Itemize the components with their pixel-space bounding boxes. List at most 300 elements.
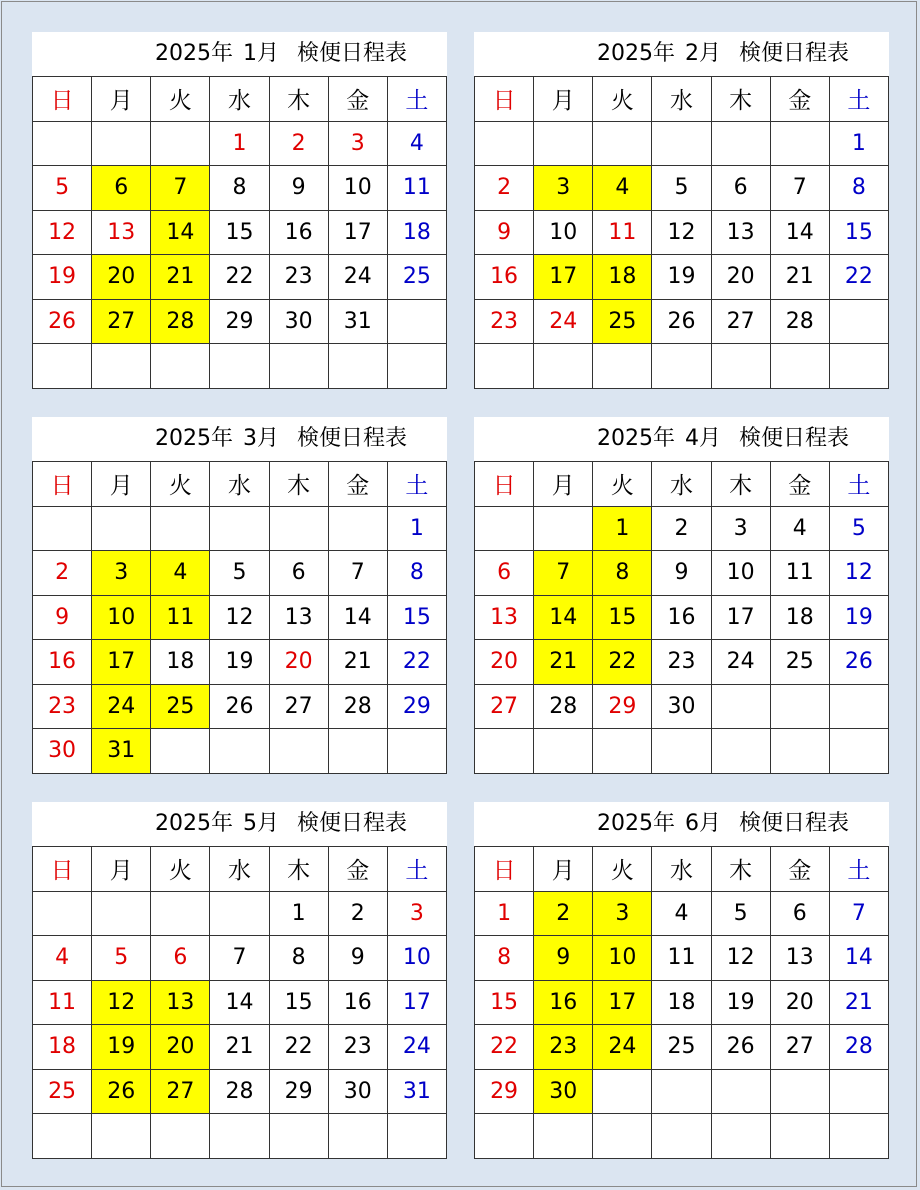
weekday-header: 火 (151, 847, 210, 892)
day-cell: 16 (328, 980, 387, 1025)
title-month: 2月 (684, 41, 721, 66)
weekday-header: 月 (534, 462, 593, 507)
calendar-april (474, 417, 889, 774)
day-cell: 9 (652, 551, 711, 596)
day-cell: 21 (210, 1025, 269, 1070)
day-cell: 4 (770, 506, 829, 551)
day-cell (770, 121, 829, 166)
day-cell: 17 (593, 980, 652, 1025)
weekday-header: 月 (534, 847, 593, 892)
day-cell: 9 (475, 210, 534, 255)
title-year: 2025年 (154, 426, 233, 451)
day-cell: 9 (33, 595, 92, 640)
day-cell: 30 (652, 684, 711, 729)
day-cell: 6 (475, 551, 534, 596)
day-cell (269, 729, 328, 774)
day-cell: 18 (593, 255, 652, 300)
day-cell: 21 (328, 640, 387, 685)
day-cell: 3 (387, 891, 446, 936)
weekday-header: 日 (475, 77, 534, 122)
day-cell: 28 (534, 684, 593, 729)
day-cell: 12 (829, 551, 888, 596)
day-cell: 18 (33, 1025, 92, 1070)
day-cell: 13 (92, 210, 151, 255)
week-row (475, 299, 889, 344)
day-cell: 24 (534, 299, 593, 344)
day-cell: 7 (210, 936, 269, 981)
day-cell: 23 (475, 299, 534, 344)
day-cell: 22 (387, 640, 446, 685)
day-cell: 24 (328, 255, 387, 300)
day-cell (92, 121, 151, 166)
day-cell: 20 (269, 640, 328, 685)
day-cell: 23 (33, 684, 92, 729)
day-cell: 8 (387, 551, 446, 596)
week-row (475, 729, 889, 774)
day-cell (593, 1069, 652, 1114)
week-row (33, 166, 447, 211)
title-month: 6月 (684, 811, 721, 836)
day-cell: 19 (711, 980, 770, 1025)
calendar-title (474, 417, 889, 461)
week-row (33, 1025, 447, 1070)
day-cell: 30 (269, 299, 328, 344)
day-cell: 9 (534, 936, 593, 981)
day-cell: 14 (151, 210, 210, 255)
day-cell: 28 (829, 1025, 888, 1070)
weekday-header: 水 (652, 847, 711, 892)
day-cell (151, 506, 210, 551)
title-year: 2025年 (154, 41, 233, 66)
title-month: 5月 (242, 811, 279, 836)
calendar-june (474, 802, 889, 1159)
day-cell (829, 1069, 888, 1114)
day-cell: 2 (328, 891, 387, 936)
day-cell: 11 (652, 936, 711, 981)
day-cell: 12 (711, 936, 770, 981)
day-cell (475, 506, 534, 551)
day-cell (210, 344, 269, 389)
title-label: 検便日程表 (738, 426, 849, 451)
day-cell (770, 1114, 829, 1159)
day-cell: 24 (387, 1025, 446, 1070)
week-row (475, 891, 889, 936)
day-cell: 1 (269, 891, 328, 936)
day-cell: 10 (711, 551, 770, 596)
weekday-header: 水 (210, 462, 269, 507)
day-cell: 29 (593, 684, 652, 729)
day-cell (387, 344, 446, 389)
day-cell (829, 344, 888, 389)
day-cell: 10 (534, 210, 593, 255)
weekday-header: 金 (328, 847, 387, 892)
day-cell (829, 729, 888, 774)
day-cell: 24 (92, 684, 151, 729)
day-cell: 17 (387, 980, 446, 1025)
day-cell (151, 729, 210, 774)
day-cell: 6 (711, 166, 770, 211)
day-cell (475, 1114, 534, 1159)
calendar-grid (474, 846, 889, 1159)
title-year: 2025年 (596, 41, 675, 66)
week-row (33, 299, 447, 344)
week-row (475, 1114, 889, 1159)
day-cell (33, 121, 92, 166)
day-cell: 17 (92, 640, 151, 685)
weekday-header: 日 (475, 847, 534, 892)
day-cell: 8 (829, 166, 888, 211)
day-cell: 23 (534, 1025, 593, 1070)
day-cell: 7 (151, 166, 210, 211)
week-row (33, 729, 447, 774)
day-cell: 26 (210, 684, 269, 729)
day-cell (711, 121, 770, 166)
day-cell: 4 (151, 551, 210, 596)
calendar-grid (474, 461, 889, 774)
day-cell (593, 344, 652, 389)
weekday-header: 火 (593, 847, 652, 892)
week-row (33, 210, 447, 255)
day-cell: 12 (33, 210, 92, 255)
day-cell (151, 121, 210, 166)
day-cell: 22 (269, 1025, 328, 1070)
day-cell (151, 344, 210, 389)
day-cell: 27 (92, 299, 151, 344)
weekday-header: 水 (652, 77, 711, 122)
day-cell: 14 (829, 936, 888, 981)
day-cell (387, 729, 446, 774)
day-cell: 14 (770, 210, 829, 255)
day-cell: 18 (652, 980, 711, 1025)
title-label: 検便日程表 (296, 811, 407, 836)
week-row (33, 640, 447, 685)
day-cell: 5 (92, 936, 151, 981)
day-cell: 29 (210, 299, 269, 344)
weekday-header: 土 (387, 77, 446, 122)
day-cell (92, 891, 151, 936)
week-row (33, 121, 447, 166)
calendar-title (474, 32, 889, 76)
week-row (475, 506, 889, 551)
day-cell: 26 (829, 640, 888, 685)
day-cell (328, 506, 387, 551)
day-cell (328, 1114, 387, 1159)
day-cell: 20 (151, 1025, 210, 1070)
day-cell: 29 (387, 684, 446, 729)
week-row (475, 210, 889, 255)
day-cell: 24 (711, 640, 770, 685)
day-cell: 1 (387, 506, 446, 551)
day-cell: 5 (829, 506, 888, 551)
week-row (33, 344, 447, 389)
day-cell: 27 (151, 1069, 210, 1114)
title-month: 1月 (242, 41, 279, 66)
day-cell: 28 (151, 299, 210, 344)
day-cell: 11 (770, 551, 829, 596)
weekday-header: 木 (269, 847, 328, 892)
day-cell: 1 (829, 121, 888, 166)
day-cell (328, 729, 387, 774)
day-cell: 26 (92, 1069, 151, 1114)
week-row (475, 980, 889, 1025)
weekday-header: 土 (387, 462, 446, 507)
weekday-header: 木 (711, 462, 770, 507)
day-cell: 23 (269, 255, 328, 300)
day-cell: 18 (151, 640, 210, 685)
day-cell: 3 (328, 121, 387, 166)
week-row (475, 255, 889, 300)
title-year: 2025年 (596, 811, 675, 836)
week-row (475, 1069, 889, 1114)
day-cell: 16 (652, 595, 711, 640)
day-cell: 5 (711, 891, 770, 936)
day-cell: 19 (652, 255, 711, 300)
title-year: 2025年 (154, 811, 233, 836)
day-cell: 6 (92, 166, 151, 211)
day-cell: 8 (593, 551, 652, 596)
day-cell: 11 (33, 980, 92, 1025)
day-cell: 13 (770, 936, 829, 981)
day-cell: 31 (328, 299, 387, 344)
day-cell: 11 (593, 210, 652, 255)
day-cell (210, 1114, 269, 1159)
weekday-header: 水 (652, 462, 711, 507)
week-row (475, 551, 889, 596)
day-cell: 30 (328, 1069, 387, 1114)
week-row (475, 1025, 889, 1070)
day-cell (33, 1114, 92, 1159)
day-cell (210, 891, 269, 936)
weekday-header: 土 (829, 462, 888, 507)
day-cell: 8 (210, 166, 269, 211)
day-cell (652, 121, 711, 166)
day-cell: 21 (770, 255, 829, 300)
day-cell: 31 (92, 729, 151, 774)
day-cell (92, 1114, 151, 1159)
day-cell: 10 (92, 595, 151, 640)
weekday-header: 金 (770, 462, 829, 507)
day-cell (534, 506, 593, 551)
calendar-february (474, 32, 889, 389)
day-cell: 15 (829, 210, 888, 255)
day-cell: 12 (652, 210, 711, 255)
day-cell: 5 (33, 166, 92, 211)
day-cell: 8 (475, 936, 534, 981)
weekday-header: 水 (210, 847, 269, 892)
weekday-header: 金 (770, 847, 829, 892)
day-cell: 4 (652, 891, 711, 936)
day-cell (92, 506, 151, 551)
weekday-header: 金 (328, 77, 387, 122)
title-year: 2025年 (596, 426, 675, 451)
day-cell: 16 (269, 210, 328, 255)
day-cell: 22 (210, 255, 269, 300)
week-row (475, 595, 889, 640)
day-cell: 16 (534, 980, 593, 1025)
title-label: 検便日程表 (738, 41, 849, 66)
day-cell: 12 (210, 595, 269, 640)
day-cell (387, 1114, 446, 1159)
day-cell: 6 (151, 936, 210, 981)
title-month: 4月 (684, 426, 721, 451)
day-cell (33, 506, 92, 551)
weekday-header: 日 (33, 77, 92, 122)
day-cell: 27 (770, 1025, 829, 1070)
day-cell: 18 (770, 595, 829, 640)
weekday-header: 火 (151, 462, 210, 507)
day-cell: 6 (269, 551, 328, 596)
day-cell: 4 (593, 166, 652, 211)
day-cell: 2 (33, 551, 92, 596)
day-cell: 24 (593, 1025, 652, 1070)
day-cell: 17 (328, 210, 387, 255)
day-cell (534, 121, 593, 166)
day-cell: 21 (829, 980, 888, 1025)
day-cell (593, 729, 652, 774)
day-cell: 1 (475, 891, 534, 936)
calendar-title (474, 802, 889, 846)
day-cell: 15 (475, 980, 534, 1025)
day-cell (387, 299, 446, 344)
week-row (475, 640, 889, 685)
calendar-may (32, 802, 447, 1159)
day-cell (328, 344, 387, 389)
day-cell: 22 (593, 640, 652, 685)
day-cell: 8 (269, 936, 328, 981)
calendar-grid (32, 461, 447, 774)
day-cell: 15 (593, 595, 652, 640)
title-label: 検便日程表 (296, 426, 407, 451)
weekday-header: 日 (33, 462, 92, 507)
day-cell: 2 (269, 121, 328, 166)
day-cell: 12 (92, 980, 151, 1025)
day-cell (210, 729, 269, 774)
day-cell: 15 (210, 210, 269, 255)
day-cell: 19 (33, 255, 92, 300)
day-cell: 20 (770, 980, 829, 1025)
week-row (33, 551, 447, 596)
day-cell (593, 1114, 652, 1159)
weekday-header: 火 (593, 77, 652, 122)
day-cell: 30 (33, 729, 92, 774)
day-cell: 10 (328, 166, 387, 211)
week-row (475, 684, 889, 729)
day-cell (652, 344, 711, 389)
day-cell (593, 121, 652, 166)
day-cell: 3 (92, 551, 151, 596)
weekday-header: 日 (33, 847, 92, 892)
weekday-header: 木 (711, 77, 770, 122)
weekday-header: 金 (328, 462, 387, 507)
weekday-header: 火 (593, 462, 652, 507)
day-cell: 16 (475, 255, 534, 300)
day-cell: 5 (652, 166, 711, 211)
weekday-header: 土 (829, 847, 888, 892)
day-cell: 26 (711, 1025, 770, 1070)
day-cell: 17 (534, 255, 593, 300)
calendar-march (32, 417, 447, 774)
page-frame (1, 1, 917, 1187)
day-cell: 17 (711, 595, 770, 640)
day-cell: 28 (210, 1069, 269, 1114)
weekday-header: 月 (92, 847, 151, 892)
day-cell: 25 (593, 299, 652, 344)
weekday-header: 金 (770, 77, 829, 122)
day-cell: 14 (210, 980, 269, 1025)
day-cell: 25 (387, 255, 446, 300)
day-cell: 2 (475, 166, 534, 211)
day-cell (711, 684, 770, 729)
day-cell: 9 (328, 936, 387, 981)
week-row (475, 121, 889, 166)
day-cell: 21 (151, 255, 210, 300)
day-cell: 21 (534, 640, 593, 685)
day-cell (33, 891, 92, 936)
week-row (33, 1069, 447, 1114)
day-cell: 22 (475, 1025, 534, 1070)
weekday-header: 木 (711, 847, 770, 892)
day-cell: 11 (151, 595, 210, 640)
day-cell: 7 (829, 891, 888, 936)
week-row (33, 891, 447, 936)
day-cell (269, 344, 328, 389)
day-cell: 7 (770, 166, 829, 211)
day-cell: 7 (328, 551, 387, 596)
day-cell: 10 (387, 936, 446, 981)
day-cell: 29 (269, 1069, 328, 1114)
day-cell (770, 344, 829, 389)
calendar-title (32, 32, 447, 76)
weekday-header: 月 (92, 77, 151, 122)
week-row (33, 1114, 447, 1159)
day-cell (652, 1069, 711, 1114)
weekday-header: 木 (269, 77, 328, 122)
day-cell: 18 (387, 210, 446, 255)
day-cell (269, 1114, 328, 1159)
day-cell: 15 (269, 980, 328, 1025)
day-cell: 26 (33, 299, 92, 344)
weekday-header: 土 (387, 847, 446, 892)
day-cell: 25 (33, 1069, 92, 1114)
day-cell: 25 (151, 684, 210, 729)
calendar-title (32, 802, 447, 846)
day-cell: 2 (652, 506, 711, 551)
week-row (33, 595, 447, 640)
day-cell: 6 (770, 891, 829, 936)
day-cell: 27 (269, 684, 328, 729)
day-cell (534, 344, 593, 389)
day-cell: 27 (475, 684, 534, 729)
calendar-grid (474, 76, 889, 389)
day-cell (711, 1069, 770, 1114)
day-cell: 16 (33, 640, 92, 685)
day-cell: 2 (534, 891, 593, 936)
day-cell (92, 344, 151, 389)
day-cell: 9 (269, 166, 328, 211)
day-cell (210, 506, 269, 551)
day-cell (475, 344, 534, 389)
week-row (475, 344, 889, 389)
day-cell: 1 (210, 121, 269, 166)
week-row (33, 684, 447, 729)
day-cell (151, 1114, 210, 1159)
week-row (475, 166, 889, 211)
day-cell: 28 (328, 684, 387, 729)
day-cell: 13 (269, 595, 328, 640)
day-cell: 25 (652, 1025, 711, 1070)
day-cell: 19 (92, 1025, 151, 1070)
weekday-header: 水 (210, 77, 269, 122)
